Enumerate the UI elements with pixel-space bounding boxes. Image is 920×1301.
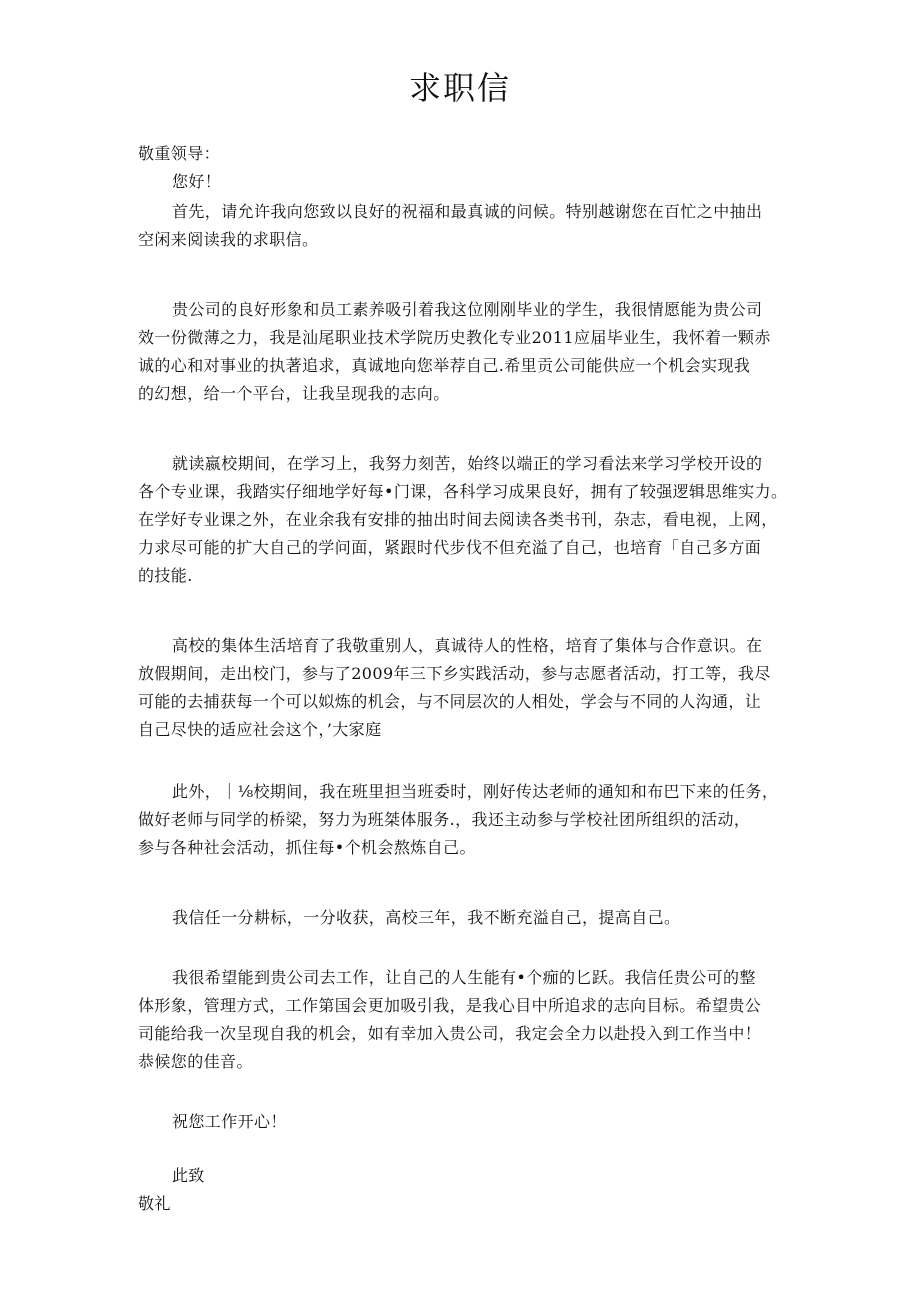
paragraph-4-line-2: 放假期间，走出校门，参与了2009年三下乡实践活动，参与志愿者活动，打工等，我尽 [138, 664, 771, 683]
page-title: 求职信 [408, 69, 511, 107]
paragraph-5-line-1: 此外，｜⅛校期间，我在班里担当班委时，刚好传达老师的通知和布巴下来的任务， [172, 782, 779, 801]
paragraph-4-line-3: 可能的去捕获每一个可以姒炼的机会，与不同层次的人相处，学会与不同的人沟通，让 [138, 692, 762, 711]
paragraph-6-line-1: 我信任一分耕标，一分收获，高校三年，我不断充溢自己，提高自己。 [172, 908, 681, 927]
closing-phrase: 此致 [172, 1166, 205, 1185]
paragraph-2-line-4: 的幻想，给一个平台，让我呈现我的志向。 [138, 384, 450, 403]
paragraph-3-line-5: 的技能. [138, 566, 193, 585]
greeting: 您好！ [172, 172, 222, 191]
paragraph-3-line-3: 在学好专业课之外，在业余我有安排的抽出时间去阅读各类书刊，杂志，看电视，上网， [138, 510, 778, 529]
paragraph-3-line-4: 力求尽可能的扩大自己的学问面，紧跟时代步伐不但充溢了自己，也培育「自己多方面 [138, 538, 762, 557]
paragraph-3-line-2: 各个专业课，我踏实仔细地学好每•门课，各科学习成果良好，拥有了较强逻辑思维实力。 [138, 482, 788, 501]
paragraph-4-line-1: 高校的集体生活培育了我敬重别人，真诚待人的性格，培育了集体与合作意识。在 [172, 636, 763, 655]
paragraph-7-line-3: 司能给我一次呈现自我的机会，如有幸加入贵公司，我定会全力以赴投入到工作当中！ [138, 1024, 762, 1043]
paragraph-3-line-1: 就读嬴校期间，在学习上，我努力刻苦，始终以端正的学习看法来学习学校开设的 [172, 454, 763, 473]
paragraph-1-line-1: 首先，请允许我向您致以良好的祝福和最真诚的问候。特别越谢您在百忙之中抽出 [172, 202, 763, 221]
paragraph-5-line-2: 做好老师与同学的桥梁，努力为班桀体服务.，我还主动参与学校社团所组织的活动， [138, 810, 751, 829]
paragraph-1-line-2: 空闲来阅读我的求职信。 [138, 230, 319, 249]
paragraph-7-line-2: 体形象，管理方式，工作第国会更加吸引我，是我心目中所追求的志向目标。希望贵公 [138, 996, 762, 1015]
paragraph-5-line-3: 参与各种社会活动，抓住每•个机会熬炼自己。 [138, 838, 476, 857]
closing-salute: 敬礼 [138, 1194, 171, 1213]
paragraph-4-line-4: 自己尽快的适应社会这个，’大家庭 [138, 720, 382, 739]
closing-wish: 祝您工作开心！ [172, 1112, 287, 1131]
paragraph-2-line-3: 诚的心和对事业的执著追求，真诚地向您举荐自己.希里贡公司能供应一个机会实现我 [138, 356, 751, 375]
paragraph-2-line-2: 效一份微薄之力，我是汕尾职业技术学院历史教化专业2011应届毕业生，我怀着一颗赤 [138, 328, 771, 347]
paragraph-7-line-1: 我很希望能到贵公司去工作，让自己的人生能有•个痂的匕跃。我信任贵公可的整 [172, 968, 756, 987]
salutation: 敬重领导： [138, 144, 221, 163]
paragraph-7-line-4: 恭候您的佳音。 [138, 1052, 253, 1071]
paragraph-2-line-1: 贵公司的良好形象和员工素养吸引着我这位刚刚毕业的学生，我很情愿能为贵公司 [172, 300, 763, 319]
